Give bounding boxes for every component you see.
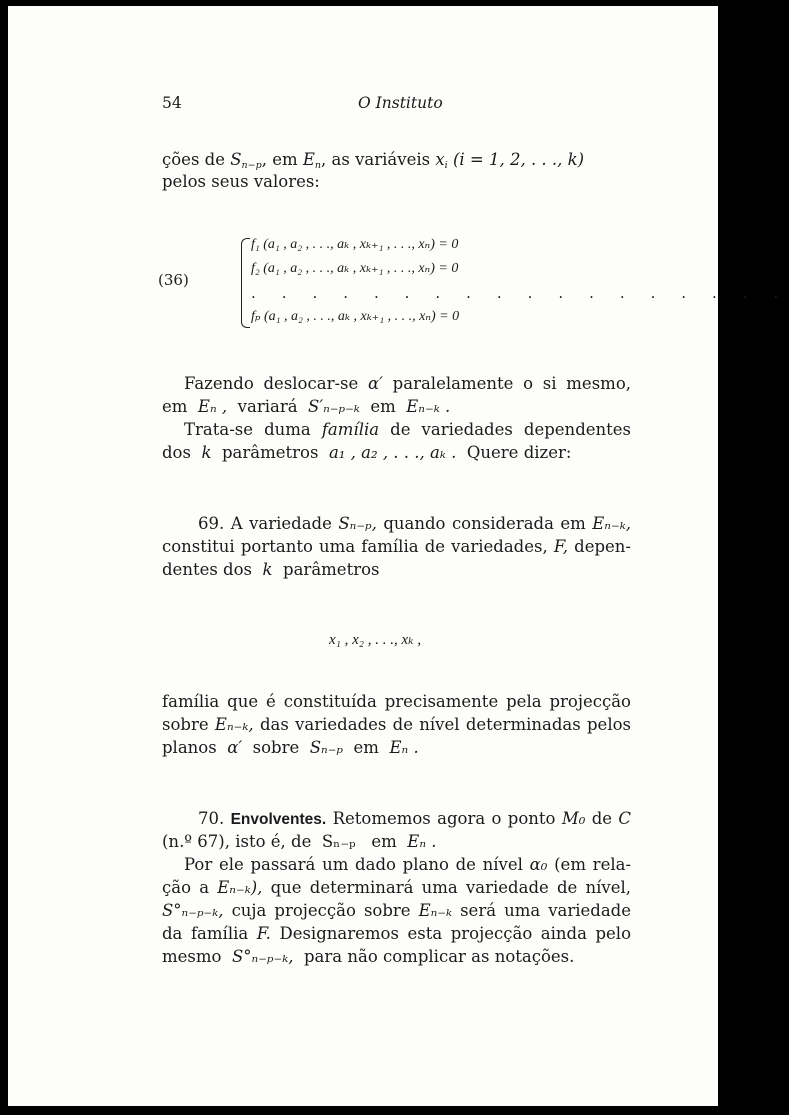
sec70-line-4: ção a Eₙ₋ₖ), que determinará uma variedade de nível, bbox=[162, 878, 631, 897]
equation-row-2: f₂ (a₁ , a₂ , . . ., aₖ , xₖ₊₁ , . . ., xₙ) = 0 bbox=[251, 261, 459, 276]
para3-line-2: sobre Eₙ₋ₖ, das variedades de nível determinadas pelos bbox=[162, 715, 631, 734]
sec70-line-5: S°ₙ₋ₚ₋ₖ, cuja projecção sobre Eₙ₋ₖ será uma variedade bbox=[162, 901, 632, 920]
book-page bbox=[8, 6, 789, 1106]
para1-line-2: em Eₙ , variará S′ₙ₋ₚ₋ₖ em Eₙ₋ₖ . bbox=[162, 397, 451, 416]
running-title: O Instituto bbox=[358, 94, 443, 112]
para3-line-1: família que é constituída precisamente pela projecção bbox=[162, 692, 631, 711]
page-number: 54 bbox=[162, 94, 182, 112]
sec70-line-3: Por ele passará um dado plano de nível α₀ (em rela- bbox=[184, 855, 632, 874]
intro-line-2: pelos seus valores: bbox=[162, 172, 320, 191]
intro-line-1: ções de $S_{n-p}$, em $E_n$, as variáveis $x_i$ (i = 1, 2, . . ., k) bbox=[162, 150, 585, 171]
para1-line-1: Fazendo deslocar-se α′ paralelamente o si mesmo, bbox=[184, 374, 631, 393]
sec70-line-7: mesmo S°ₙ₋ₚ₋ₖ, para não complicar as notações. bbox=[162, 947, 575, 966]
para2-line-2: dos k parâmetros a₁ , a₂ , . . ., aₖ . Quere dizer: bbox=[162, 443, 572, 462]
sec70-line-6: da família F. Designaremos esta projecção ainda pelo bbox=[162, 924, 632, 943]
sec70-line-1: 70. Envolventes. Retomemos agora o ponto M₀ de C bbox=[198, 809, 631, 828]
sec69-line-1: 69. A variedade Sₙ₋ₚ, quando considerada em Eₙ₋ₖ, bbox=[198, 514, 631, 533]
formula-parameters: x₁ , x₂ , . . ., xₖ , bbox=[329, 632, 422, 648]
equation-row-4: fₚ (a₁ , a₂ , . . ., aₖ , xₖ₊₁ , . . ., xₙ) = 0 bbox=[251, 309, 460, 324]
equation-row-1: f₁ (a₁ , a₂ , . . ., aₖ , xₖ₊₁ , . . ., xₙ) = 0 bbox=[251, 237, 459, 252]
section-heading-envolventes: Envolventes. bbox=[230, 811, 327, 828]
equation-dots-row: . . . . . . . . . . . . . . . . . . bbox=[251, 284, 789, 302]
left-brace bbox=[241, 238, 250, 328]
equation-number: (36) bbox=[158, 271, 189, 289]
sec70-line-2: (n.º 67), isto é, de Sₙ₋ₚ em Eₙ . bbox=[162, 832, 437, 851]
para3-line-3: planos α′ sobre Sₙ₋ₚ em Eₙ . bbox=[162, 738, 419, 757]
sec69-line-2: constitui portanto uma família de variedades, F, depen- bbox=[162, 537, 632, 556]
para2-line-1: Trata-se duma família de variedades dependentes bbox=[184, 420, 632, 439]
sec69-line-3: dentes dos k parâmetros bbox=[162, 560, 380, 579]
